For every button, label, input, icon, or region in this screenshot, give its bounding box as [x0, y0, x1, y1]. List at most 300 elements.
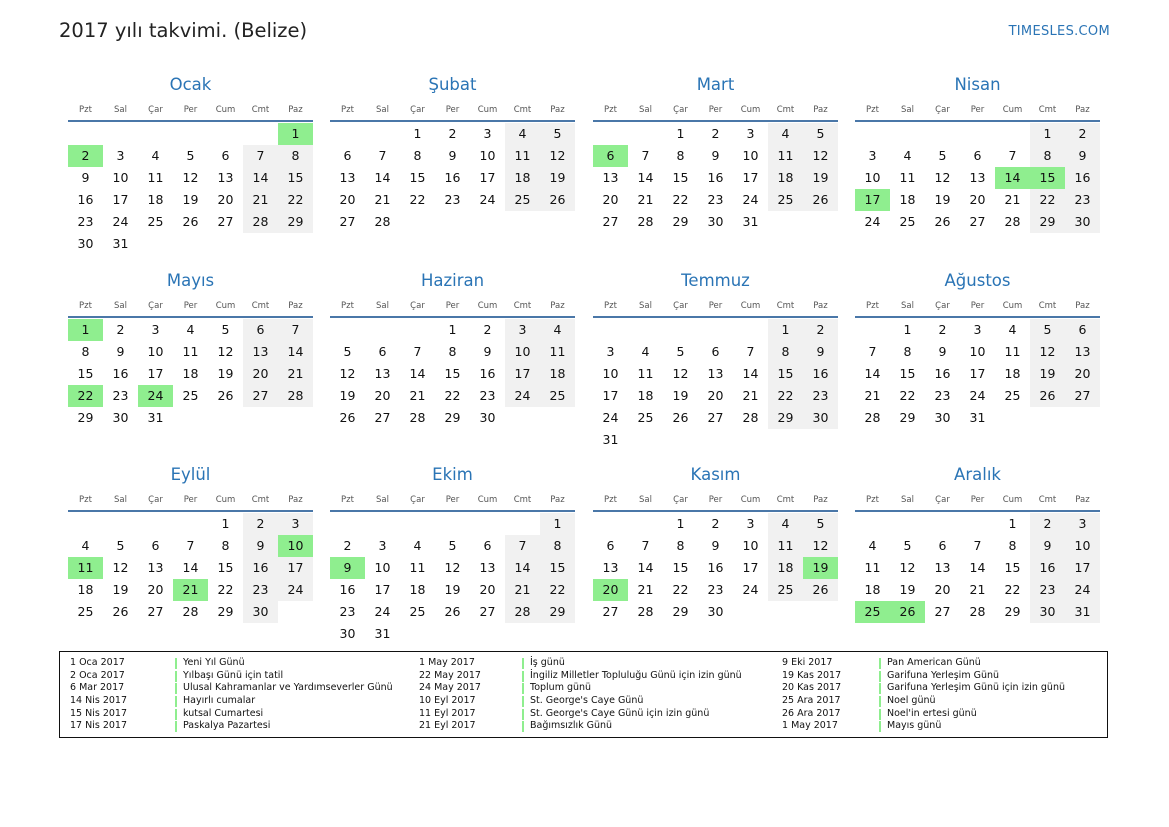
day-cell[interactable]: 23 — [479, 388, 496, 403]
day-cell[interactable]: 2 — [448, 126, 457, 141]
day-cell[interactable]: 3 — [278, 513, 313, 535]
day-cell[interactable]: 24 — [1065, 579, 1100, 601]
day-cell[interactable]: 3 — [606, 344, 615, 359]
day-cell[interactable]: 24 — [374, 604, 391, 619]
day-cell[interactable]: 9 — [711, 148, 720, 163]
day-cell[interactable]: 17 — [505, 363, 540, 385]
day-cell[interactable]: 7 — [973, 538, 982, 553]
day-cell[interactable]: 20 — [1065, 363, 1100, 385]
day-cell[interactable]: 27 — [707, 410, 724, 425]
day-cell[interactable]: 8 — [1030, 145, 1065, 167]
day-cell[interactable]: 11 — [899, 170, 916, 185]
day-cell[interactable]: 19 — [672, 388, 689, 403]
day-cell[interactable]: 13 — [374, 366, 391, 381]
day-cell[interactable]: 30 — [243, 601, 278, 623]
day-cell[interactable]: 5 — [1030, 319, 1065, 341]
holiday-day-cell[interactable]: 22 — [68, 385, 103, 407]
day-cell[interactable]: 22 — [768, 385, 803, 407]
day-cell[interactable]: 29 — [672, 214, 689, 229]
day-cell[interactable]: 20 — [934, 582, 951, 597]
day-cell[interactable]: 19 — [934, 192, 951, 207]
day-cell[interactable]: 20 — [602, 192, 619, 207]
day-cell[interactable]: 11 — [540, 341, 575, 363]
day-cell[interactable]: 30 — [803, 407, 838, 429]
day-cell[interactable]: 1 — [903, 322, 912, 337]
day-cell[interactable]: 30 — [934, 410, 951, 425]
day-cell[interactable]: 11 — [768, 145, 803, 167]
day-cell[interactable]: 13 — [707, 366, 724, 381]
day-cell[interactable]: 24 — [278, 579, 313, 601]
day-cell[interactable]: 27 — [374, 410, 391, 425]
holiday-day-cell[interactable]: 21 — [173, 579, 208, 601]
day-cell[interactable]: 16 — [707, 170, 724, 185]
day-cell[interactable]: 8 — [903, 344, 912, 359]
day-cell[interactable]: 6 — [938, 538, 947, 553]
day-cell[interactable]: 17 — [147, 366, 164, 381]
day-cell[interactable]: 5 — [676, 344, 685, 359]
day-cell[interactable]: 26 — [540, 189, 575, 211]
day-cell[interactable]: 13 — [1065, 341, 1100, 363]
day-cell[interactable]: 15 — [672, 170, 689, 185]
day-cell[interactable]: 19 — [112, 582, 129, 597]
day-cell[interactable]: 9 — [483, 344, 492, 359]
day-cell[interactable]: 22 — [540, 579, 575, 601]
day-cell[interactable]: 16 — [1065, 167, 1100, 189]
day-cell[interactable]: 16 — [112, 366, 129, 381]
day-cell[interactable]: 25 — [637, 410, 654, 425]
day-cell[interactable]: 4 — [868, 538, 877, 553]
day-cell[interactable]: 4 — [505, 123, 540, 145]
day-cell[interactable]: 21 — [637, 582, 654, 597]
day-cell[interactable]: 22 — [1030, 189, 1065, 211]
day-cell[interactable]: 28 — [637, 214, 654, 229]
day-cell[interactable]: 19 — [899, 582, 916, 597]
day-cell[interactable]: 23 — [77, 214, 94, 229]
day-cell[interactable]: 23 — [112, 388, 129, 403]
day-cell[interactable]: 2 — [243, 513, 278, 535]
day-cell[interactable]: 16 — [243, 557, 278, 579]
holiday-day-cell[interactable]: 19 — [803, 557, 838, 579]
day-cell[interactable]: 28 — [1004, 214, 1021, 229]
day-cell[interactable]: 25 — [1004, 388, 1021, 403]
day-cell[interactable]: 14 — [374, 170, 391, 185]
day-cell[interactable]: 25 — [505, 189, 540, 211]
day-cell[interactable]: 6 — [343, 148, 352, 163]
day-cell[interactable]: 15 — [217, 560, 234, 575]
day-cell[interactable]: 24 — [112, 214, 129, 229]
day-cell[interactable]: 1 — [1030, 123, 1065, 145]
day-cell[interactable]: 4 — [413, 538, 422, 553]
day-cell[interactable]: 17 — [278, 557, 313, 579]
day-cell[interactable]: 13 — [969, 170, 986, 185]
day-cell[interactable]: 3 — [116, 148, 125, 163]
day-cell[interactable]: 29 — [1030, 211, 1065, 233]
day-cell[interactable]: 9 — [81, 170, 90, 185]
day-cell[interactable]: 27 — [147, 604, 164, 619]
holiday-day-cell[interactable]: 9 — [330, 557, 365, 579]
day-cell[interactable]: 4 — [186, 322, 195, 337]
day-cell[interactable]: 31 — [1065, 601, 1100, 623]
day-cell[interactable]: 26 — [1030, 385, 1065, 407]
day-cell[interactable]: 29 — [1004, 604, 1021, 619]
holiday-day-cell[interactable]: 11 — [68, 557, 103, 579]
day-cell[interactable]: 1 — [221, 516, 230, 531]
day-cell[interactable]: 17 — [374, 582, 391, 597]
day-cell[interactable]: 25 — [182, 388, 199, 403]
day-cell[interactable]: 7 — [186, 538, 195, 553]
day-cell[interactable]: 28 — [409, 410, 426, 425]
day-cell[interactable]: 19 — [1030, 363, 1065, 385]
day-cell[interactable]: 9 — [803, 341, 838, 363]
day-cell[interactable]: 12 — [217, 344, 234, 359]
day-cell[interactable]: 1 — [768, 319, 803, 341]
day-cell[interactable]: 19 — [803, 167, 838, 189]
day-cell[interactable]: 6 — [483, 538, 492, 553]
day-cell[interactable]: 26 — [803, 189, 838, 211]
day-cell[interactable]: 2 — [711, 126, 720, 141]
day-cell[interactable]: 29 — [278, 211, 313, 233]
day-cell[interactable]: 12 — [540, 145, 575, 167]
day-cell[interactable]: 7 — [413, 344, 422, 359]
day-cell[interactable]: 4 — [151, 148, 160, 163]
day-cell[interactable]: 5 — [343, 344, 352, 359]
day-cell[interactable]: 26 — [182, 214, 199, 229]
day-cell[interactable]: 11 — [409, 560, 426, 575]
day-cell[interactable]: 27 — [217, 214, 234, 229]
day-cell[interactable]: 26 — [339, 410, 356, 425]
day-cell[interactable]: 6 — [221, 148, 230, 163]
day-cell[interactable]: 8 — [540, 535, 575, 557]
holiday-day-cell[interactable]: 17 — [855, 189, 890, 211]
day-cell[interactable]: 30 — [479, 410, 496, 425]
day-cell[interactable]: 5 — [903, 538, 912, 553]
day-cell[interactable]: 12 — [934, 170, 951, 185]
day-cell[interactable]: 21 — [1004, 192, 1021, 207]
day-cell[interactable]: 3 — [378, 538, 387, 553]
day-cell[interactable]: 13 — [339, 170, 356, 185]
day-cell[interactable]: 5 — [803, 513, 838, 535]
day-cell[interactable]: 28 — [278, 385, 313, 407]
day-cell[interactable]: 9 — [711, 538, 720, 553]
day-cell[interactable]: 2 — [1030, 513, 1065, 535]
day-cell[interactable]: 18 — [147, 192, 164, 207]
day-cell[interactable]: 17 — [742, 170, 759, 185]
day-cell[interactable]: 17 — [742, 560, 759, 575]
day-cell[interactable]: 23 — [444, 192, 461, 207]
day-cell[interactable]: 4 — [768, 123, 803, 145]
day-cell[interactable]: 20 — [147, 582, 164, 597]
day-cell[interactable]: 18 — [899, 192, 916, 207]
day-cell[interactable]: 8 — [81, 344, 90, 359]
day-cell[interactable]: 27 — [243, 385, 278, 407]
day-cell[interactable]: 14 — [969, 560, 986, 575]
day-cell[interactable]: 13 — [479, 560, 496, 575]
day-cell[interactable]: 24 — [505, 385, 540, 407]
day-cell[interactable]: 29 — [444, 410, 461, 425]
day-cell[interactable]: 3 — [1065, 513, 1100, 535]
day-cell[interactable]: 27 — [969, 214, 986, 229]
day-cell[interactable]: 20 — [374, 388, 391, 403]
day-cell[interactable]: 15 — [1004, 560, 1021, 575]
day-cell[interactable]: 15 — [278, 167, 313, 189]
day-cell[interactable]: 21 — [637, 192, 654, 207]
day-cell[interactable]: 6 — [1065, 319, 1100, 341]
day-cell[interactable]: 4 — [1008, 322, 1017, 337]
day-cell[interactable]: 9 — [116, 344, 125, 359]
day-cell[interactable]: 21 — [278, 363, 313, 385]
day-cell[interactable]: 9 — [938, 344, 947, 359]
day-cell[interactable]: 3 — [746, 516, 755, 531]
day-cell[interactable]: 17 — [602, 388, 619, 403]
day-cell[interactable]: 18 — [1004, 366, 1021, 381]
day-cell[interactable]: 31 — [147, 410, 164, 425]
day-cell[interactable]: 18 — [182, 366, 199, 381]
day-cell[interactable]: 26 — [444, 604, 461, 619]
day-cell[interactable]: 6 — [243, 319, 278, 341]
day-cell[interactable]: 7 — [1008, 148, 1017, 163]
holiday-day-cell[interactable]: 25 — [855, 601, 890, 623]
day-cell[interactable]: 18 — [505, 167, 540, 189]
day-cell[interactable]: 27 — [602, 604, 619, 619]
day-cell[interactable]: 8 — [676, 148, 685, 163]
day-cell[interactable]: 2 — [116, 322, 125, 337]
day-cell[interactable]: 7 — [243, 145, 278, 167]
day-cell[interactable]: 15 — [899, 366, 916, 381]
holiday-day-cell[interactable]: 26 — [890, 601, 925, 623]
holiday-day-cell[interactable]: 15 — [1030, 167, 1065, 189]
day-cell[interactable]: 1 — [413, 126, 422, 141]
holiday-day-cell[interactable]: 2 — [68, 145, 103, 167]
holiday-day-cell[interactable]: 24 — [138, 385, 173, 407]
day-cell[interactable]: 22 — [672, 582, 689, 597]
day-cell[interactable]: 22 — [672, 192, 689, 207]
day-cell[interactable]: 9 — [243, 535, 278, 557]
day-cell[interactable]: 3 — [483, 126, 492, 141]
day-cell[interactable]: 24 — [969, 388, 986, 403]
day-cell[interactable]: 8 — [1008, 538, 1017, 553]
day-cell[interactable]: 21 — [864, 388, 881, 403]
day-cell[interactable]: 12 — [803, 535, 838, 557]
day-cell[interactable]: 12 — [112, 560, 129, 575]
day-cell[interactable]: 29 — [768, 407, 803, 429]
day-cell[interactable]: 7 — [746, 344, 755, 359]
day-cell[interactable]: 29 — [899, 410, 916, 425]
day-cell[interactable]: 8 — [278, 145, 313, 167]
day-cell[interactable]: 3 — [746, 126, 755, 141]
day-cell[interactable]: 22 — [899, 388, 916, 403]
day-cell[interactable]: 30 — [112, 410, 129, 425]
day-cell[interactable]: 26 — [112, 604, 129, 619]
day-cell[interactable]: 28 — [637, 604, 654, 619]
day-cell[interactable]: 13 — [217, 170, 234, 185]
day-cell[interactable]: 10 — [742, 148, 759, 163]
day-cell[interactable]: 2 — [483, 322, 492, 337]
day-cell[interactable]: 25 — [409, 604, 426, 619]
day-cell[interactable]: 7 — [641, 538, 650, 553]
day-cell[interactable]: 23 — [339, 604, 356, 619]
day-cell[interactable]: 31 — [374, 626, 391, 641]
day-cell[interactable]: 18 — [540, 363, 575, 385]
day-cell[interactable]: 28 — [864, 410, 881, 425]
holiday-day-cell[interactable]: 6 — [593, 145, 628, 167]
day-cell[interactable]: 5 — [803, 123, 838, 145]
day-cell[interactable]: 30 — [1030, 601, 1065, 623]
day-cell[interactable]: 19 — [339, 388, 356, 403]
day-cell[interactable]: 29 — [672, 604, 689, 619]
day-cell[interactable]: 1 — [540, 513, 575, 535]
holiday-day-cell[interactable]: 1 — [278, 123, 313, 145]
day-cell[interactable]: 27 — [479, 604, 496, 619]
day-cell[interactable]: 2 — [343, 538, 352, 553]
day-cell[interactable]: 23 — [803, 385, 838, 407]
day-cell[interactable]: 27 — [934, 604, 951, 619]
day-cell[interactable]: 21 — [969, 582, 986, 597]
day-cell[interactable]: 24 — [742, 192, 759, 207]
site-link[interactable]: TIMESLES.COM — [1008, 24, 1110, 39]
day-cell[interactable]: 11 — [864, 560, 881, 575]
day-cell[interactable]: 5 — [116, 538, 125, 553]
day-cell[interactable]: 7 — [641, 148, 650, 163]
day-cell[interactable]: 28 — [969, 604, 986, 619]
day-cell[interactable]: 5 — [540, 123, 575, 145]
day-cell[interactable]: 2 — [1065, 123, 1100, 145]
day-cell[interactable]: 21 — [505, 579, 540, 601]
day-cell[interactable]: 10 — [112, 170, 129, 185]
day-cell[interactable]: 31 — [602, 432, 619, 447]
day-cell[interactable]: 21 — [742, 388, 759, 403]
holiday-day-cell[interactable]: 14 — [995, 167, 1030, 189]
day-cell[interactable]: 13 — [243, 341, 278, 363]
day-cell[interactable]: 11 — [1004, 344, 1021, 359]
day-cell[interactable]: 25 — [540, 385, 575, 407]
day-cell[interactable]: 11 — [768, 535, 803, 557]
day-cell[interactable]: 20 — [217, 192, 234, 207]
day-cell[interactable]: 21 — [374, 192, 391, 207]
day-cell[interactable]: 23 — [1030, 579, 1065, 601]
day-cell[interactable]: 1 — [1008, 516, 1017, 531]
day-cell[interactable]: 26 — [672, 410, 689, 425]
day-cell[interactable]: 12 — [803, 145, 838, 167]
day-cell[interactable]: 20 — [479, 582, 496, 597]
day-cell[interactable]: 27 — [339, 214, 356, 229]
day-cell[interactable]: 27 — [1065, 385, 1100, 407]
day-cell[interactable]: 28 — [182, 604, 199, 619]
day-cell[interactable]: 31 — [742, 214, 759, 229]
day-cell[interactable]: 30 — [339, 626, 356, 641]
holiday-day-cell[interactable]: 20 — [593, 579, 628, 601]
day-cell[interactable]: 12 — [899, 560, 916, 575]
day-cell[interactable]: 26 — [217, 388, 234, 403]
day-cell[interactable]: 30 — [707, 604, 724, 619]
day-cell[interactable]: 14 — [182, 560, 199, 575]
day-cell[interactable]: 11 — [182, 344, 199, 359]
day-cell[interactable]: 30 — [77, 236, 94, 251]
day-cell[interactable]: 6 — [606, 538, 615, 553]
day-cell[interactable]: 15 — [672, 560, 689, 575]
day-cell[interactable]: 16 — [934, 366, 951, 381]
day-cell[interactable]: 22 — [444, 388, 461, 403]
day-cell[interactable]: 20 — [707, 388, 724, 403]
day-cell[interactable]: 23 — [707, 582, 724, 597]
day-cell[interactable]: 27 — [602, 214, 619, 229]
day-cell[interactable]: 22 — [217, 582, 234, 597]
day-cell[interactable]: 25 — [768, 579, 803, 601]
day-cell[interactable]: 19 — [540, 167, 575, 189]
holiday-day-cell[interactable]: 1 — [68, 319, 103, 341]
day-cell[interactable]: 9 — [448, 148, 457, 163]
day-cell[interactable]: 26 — [934, 214, 951, 229]
day-cell[interactable]: 13 — [934, 560, 951, 575]
day-cell[interactable]: 16 — [803, 363, 838, 385]
day-cell[interactable]: 9 — [1065, 145, 1100, 167]
day-cell[interactable]: 26 — [803, 579, 838, 601]
day-cell[interactable]: 22 — [1004, 582, 1021, 597]
day-cell[interactable]: 15 — [540, 557, 575, 579]
day-cell[interactable]: 20 — [339, 192, 356, 207]
day-cell[interactable]: 28 — [505, 601, 540, 623]
day-cell[interactable]: 14 — [637, 170, 654, 185]
day-cell[interactable]: 18 — [77, 582, 94, 597]
day-cell[interactable]: 22 — [278, 189, 313, 211]
day-cell[interactable]: 24 — [742, 582, 759, 597]
day-cell[interactable]: 2 — [803, 319, 838, 341]
day-cell[interactable]: 5 — [186, 148, 195, 163]
day-cell[interactable]: 18 — [768, 167, 803, 189]
day-cell[interactable]: 24 — [602, 410, 619, 425]
day-cell[interactable]: 5 — [221, 322, 230, 337]
day-cell[interactable]: 14 — [278, 341, 313, 363]
day-cell[interactable]: 15 — [768, 363, 803, 385]
day-cell[interactable]: 24 — [479, 192, 496, 207]
day-cell[interactable]: 15 — [444, 366, 461, 381]
day-cell[interactable]: 7 — [378, 148, 387, 163]
day-cell[interactable]: 11 — [505, 145, 540, 167]
day-cell[interactable]: 18 — [768, 557, 803, 579]
day-cell[interactable]: 14 — [742, 366, 759, 381]
day-cell[interactable]: 23 — [934, 388, 951, 403]
day-cell[interactable]: 4 — [768, 513, 803, 535]
day-cell[interactable]: 3 — [151, 322, 160, 337]
day-cell[interactable]: 17 — [1065, 557, 1100, 579]
day-cell[interactable]: 10 — [602, 366, 619, 381]
day-cell[interactable]: 10 — [1065, 535, 1100, 557]
day-cell[interactable]: 15 — [409, 170, 426, 185]
day-cell[interactable]: 8 — [221, 538, 230, 553]
day-cell[interactable]: 25 — [147, 214, 164, 229]
day-cell[interactable]: 23 — [1065, 189, 1100, 211]
day-cell[interactable]: 13 — [602, 560, 619, 575]
day-cell[interactable]: 18 — [409, 582, 426, 597]
day-cell[interactable]: 9 — [1030, 535, 1065, 557]
day-cell[interactable]: 23 — [243, 579, 278, 601]
day-cell[interactable]: 23 — [707, 192, 724, 207]
day-cell[interactable]: 16 — [479, 366, 496, 381]
day-cell[interactable]: 5 — [448, 538, 457, 553]
day-cell[interactable]: 8 — [676, 538, 685, 553]
day-cell[interactable]: 11 — [147, 170, 164, 185]
day-cell[interactable]: 28 — [374, 214, 391, 229]
day-cell[interactable]: 6 — [973, 148, 982, 163]
day-cell[interactable]: 13 — [602, 170, 619, 185]
day-cell[interactable]: 3 — [868, 148, 877, 163]
day-cell[interactable]: 1 — [448, 322, 457, 337]
day-cell[interactable]: 25 — [768, 189, 803, 211]
day-cell[interactable]: 16 — [707, 560, 724, 575]
day-cell[interactable]: 6 — [378, 344, 387, 359]
day-cell[interactable]: 20 — [969, 192, 986, 207]
day-cell[interactable]: 25 — [77, 604, 94, 619]
day-cell[interactable]: 5 — [938, 148, 947, 163]
